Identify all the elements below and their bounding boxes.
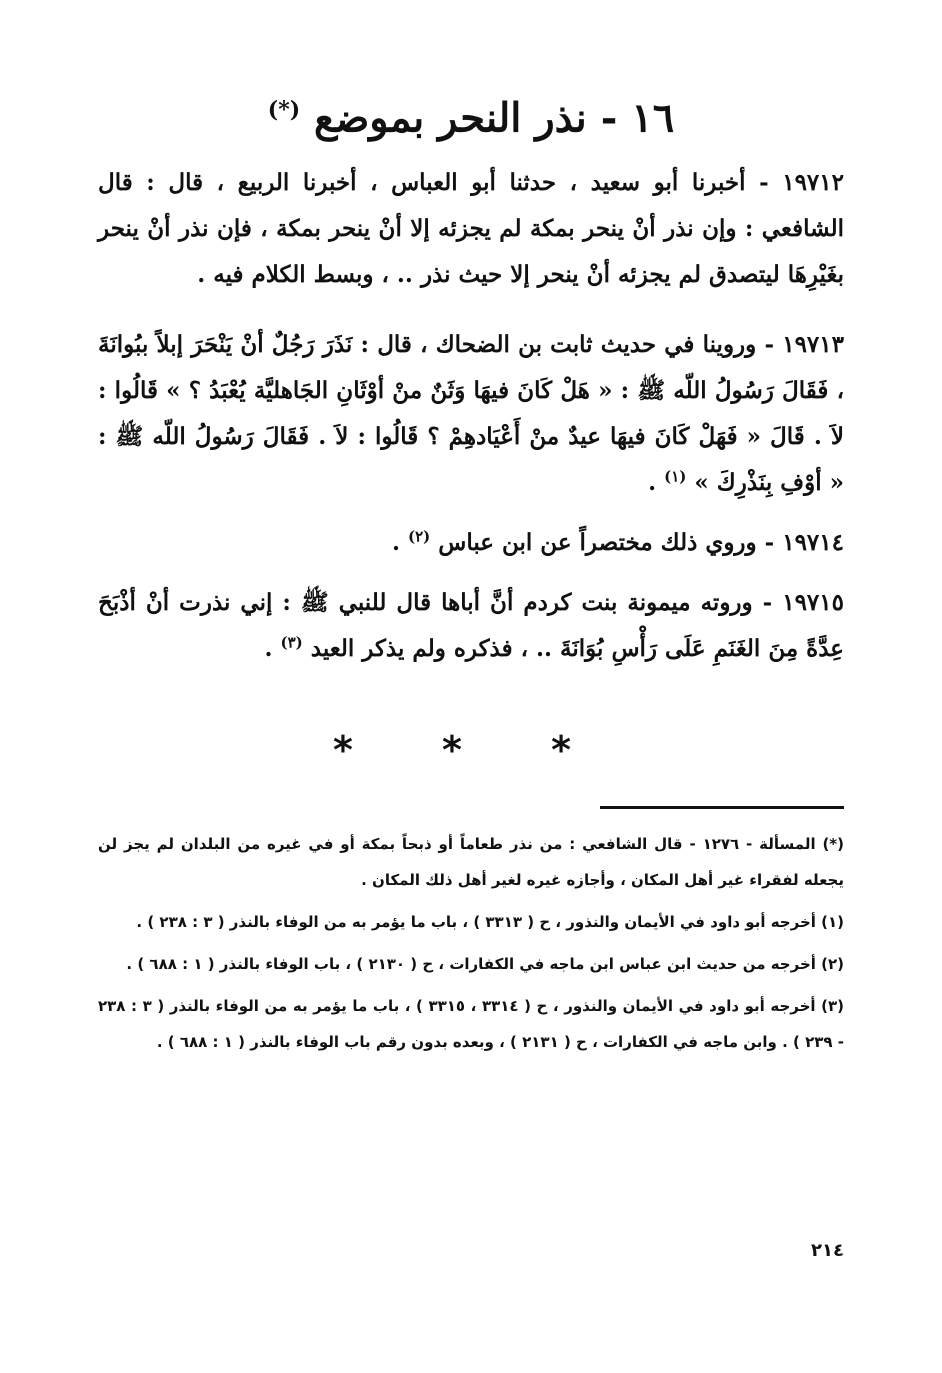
paragraph-number: ١٩٧١٣ bbox=[782, 331, 844, 358]
page-number: ٢١٤ bbox=[811, 1240, 844, 1261]
paragraph-text: - أخبرنا أبو سعيد ، حدثنا أبو العباس ، أخبرنا الربيع ، قال : قال الشافعي : وإن نذر أنْ ينحر بمكة لم يجزئه إلا أنْ ينحر بمكة ، فإن نذر أنْ ينحر بغَيْرِهَا ليتصدق لم يجزئه أنْ ينحر إلا حيث نذر .. ، وبسط الكلام فيه . bbox=[98, 169, 844, 288]
paragraph-end: . bbox=[648, 469, 665, 496]
footnote-label: (٣) bbox=[821, 997, 844, 1015]
paragraph bbox=[98, 160, 844, 310]
section-separator: * * * bbox=[332, 728, 610, 772]
footnote bbox=[98, 904, 844, 940]
footnote bbox=[98, 946, 844, 982]
footnote-label: (٢) bbox=[821, 955, 844, 973]
paragraph-text: - وروي ذلك مختصراً عن ابن عباس bbox=[430, 529, 783, 556]
main-text bbox=[98, 160, 844, 686]
paragraph bbox=[98, 322, 844, 510]
paragraph-number: ١٩٧١٥ bbox=[782, 589, 844, 616]
section-title-marker: (*) bbox=[267, 97, 301, 123]
footnotes bbox=[98, 826, 844, 1066]
paragraph bbox=[98, 580, 844, 676]
paragraph-text: - وروينا في حديث ثابت بن الضحاك ، قال : نَذَرَ رَجُلٌ أنْ يَنْحَرَ إبلاً ببُوانَةَ ، فَقَالَ رَسُولُ اللّه ﷺ : « هَلْ كَانَ فيهَا وَثَنٌ منْ أوْثَانِ الجَاهليَّة يُعْبَدُ ؟ » قَالُوا : لاَ . قَالَ « فَهَلْ كَانَ فيهَا عيدٌ منْ أَعْيَادهِمْ ؟ قَالُوا : لاَ . فَقَالَ رَسُولُ اللّه ﷺ : « أوْفِ بِنَذْرِكَ » bbox=[98, 331, 844, 496]
section-title bbox=[80, 82, 862, 146]
paragraph-end: . bbox=[391, 529, 408, 556]
footnote-divider bbox=[600, 806, 844, 809]
footnote-text: أخرجه أبو داود في الأيمان والنذور ، ح ( ٣٣١٤ ، ٣٣١٥ ) ، باب ما يؤمر به من الوفاء بالنذر ( ٣ : ٢٣٨ - ٢٣٩ ) . وابن ماجه في الكفارات ، ح ( ٢١٣١ ) ، وبعده بدون رقم باب الوفاء بالنذر ( ١ : ٦٨٨ ) . bbox=[98, 997, 844, 1051]
footnote-reference: (١) bbox=[664, 467, 687, 486]
paragraph bbox=[98, 520, 844, 568]
footnote-reference: (٣) bbox=[280, 633, 303, 652]
paragraph-number: ١٩٧١٢ bbox=[782, 169, 844, 196]
paragraph-end: . bbox=[264, 635, 281, 662]
footnote-text: أخرجه من حديث ابن عباس ابن ماجه في الكفارات ، ح ( ٢١٣٠ ) ، باب الوفاء بالنذر ( ١ : ٦٨٨ ) . bbox=[126, 955, 822, 973]
footnote bbox=[98, 826, 844, 898]
footnote-reference: (٢) bbox=[407, 527, 431, 546]
footnote-text: قال الشافعي : من نذر طعاماً أو ذبحاً بمكة أو في غيره من البلدان لم يجز لن يجعله لفقراء غير أهل المكان ، وأجازه غيره لغير أهل ذلك المكان . bbox=[98, 835, 844, 889]
section-title-text: ١٦ - نذر النحر بموضع bbox=[314, 94, 675, 142]
footnote-text: أخرجه أبو داود في الأيمان والنذور ، ح ( ٣٣١٣ ) ، باب ما يؤمر به من الوفاء بالنذر ( ٣ : ٢٣٨ ) . bbox=[136, 913, 822, 931]
footnote-label: (*) المسألة - ١٢٧٦ - bbox=[689, 835, 845, 853]
paragraph-number: ١٩٧١٤ bbox=[782, 529, 844, 556]
paragraph-text: - وروته ميمونة بنت كردم أنَّ أباها قال للنبي ﷺ : إني نذرت أنْ أذْبَحَ عِدَّةً مِنَ الغَنَمِ عَلَى رَأْسِ بُوَانَةَ .. ، فذكره ولم يذكر العيد bbox=[98, 589, 844, 662]
footnote bbox=[98, 988, 844, 1060]
footnote-label: (١) bbox=[821, 913, 844, 931]
